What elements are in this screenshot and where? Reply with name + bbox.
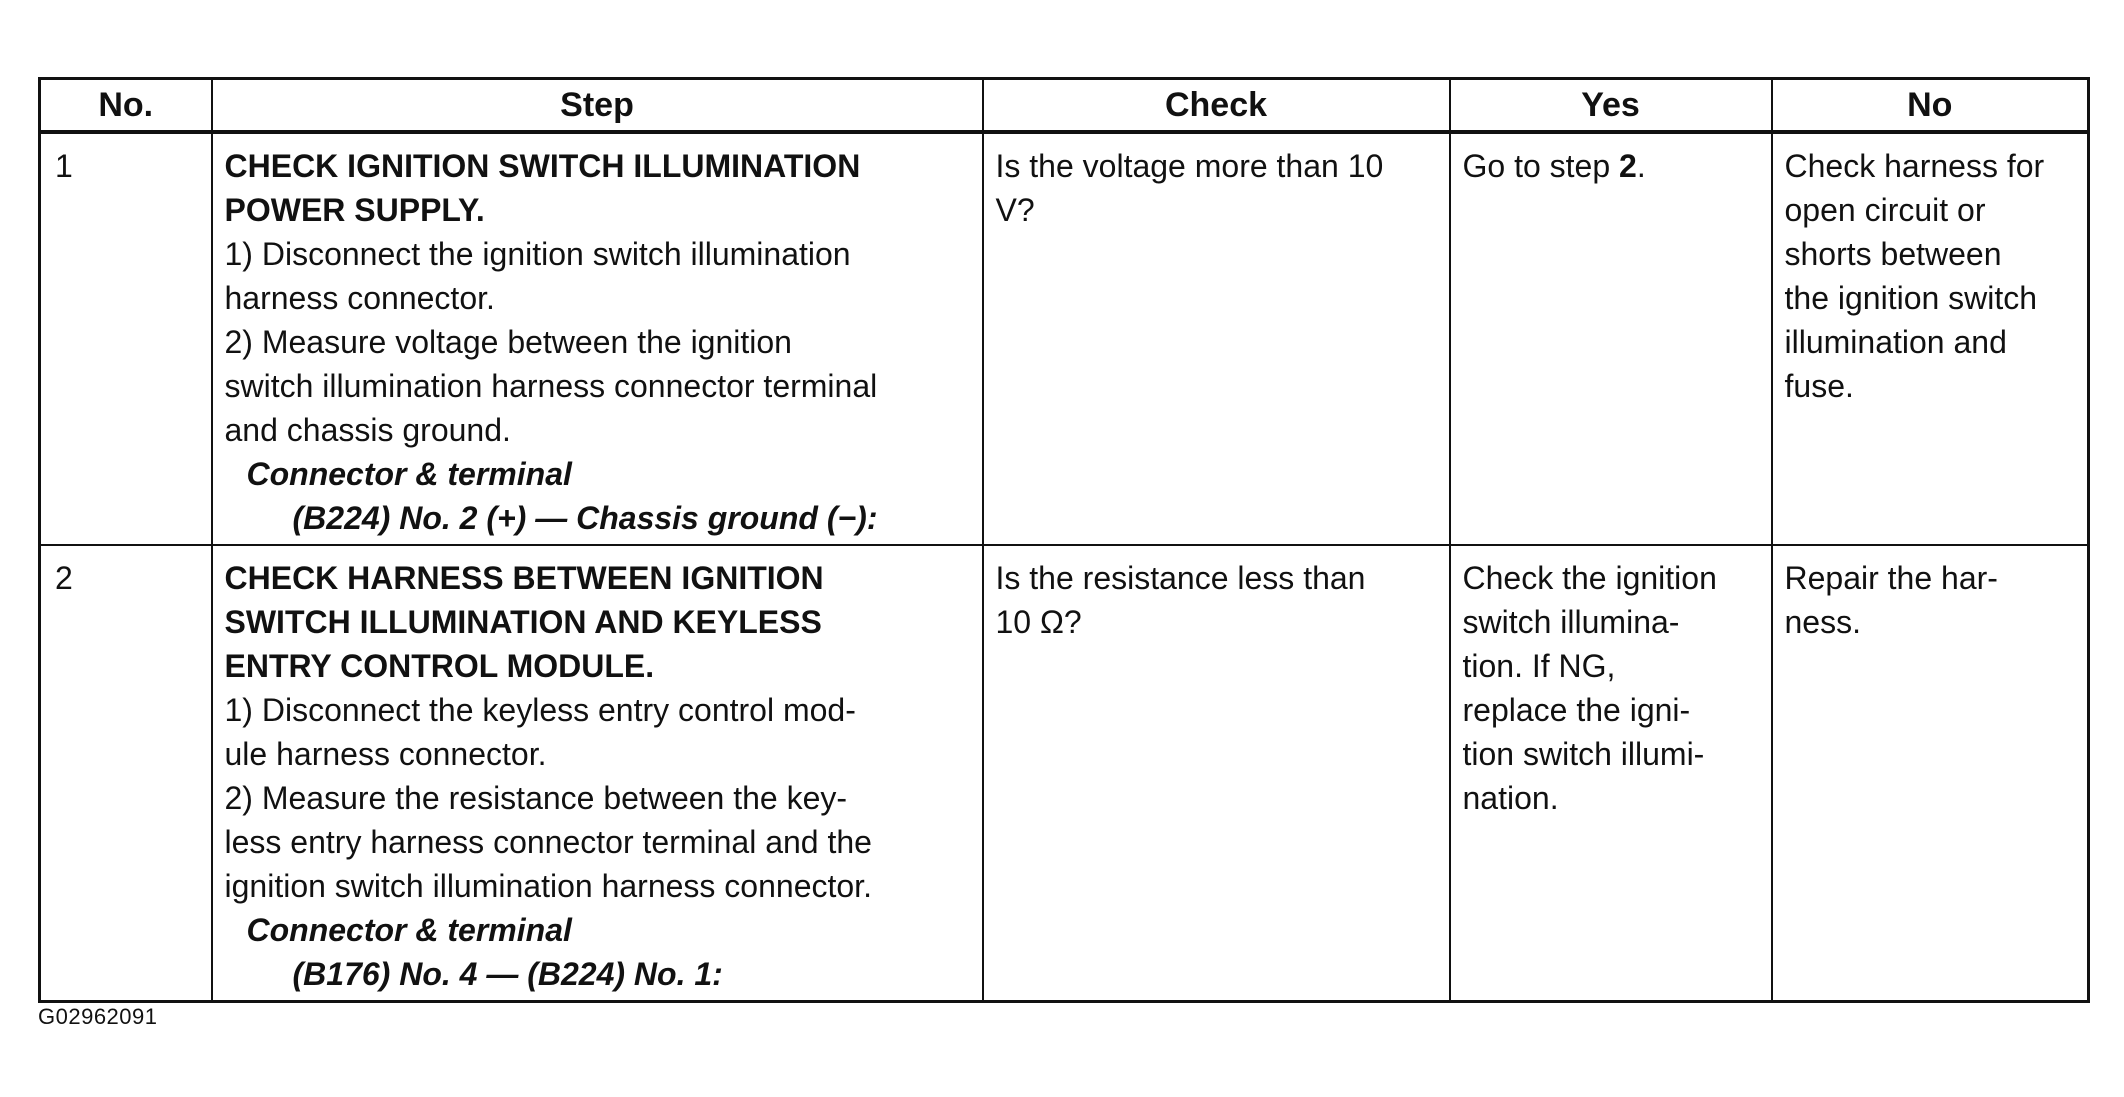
- yes-text: tion switch illumi-: [1462, 736, 1705, 772]
- no-text: illumination and: [1784, 324, 2007, 360]
- header-no-result: No: [1772, 79, 2089, 133]
- header-check: Check: [983, 79, 1450, 133]
- step-instruction: 2) Measure voltage between the ignition: [224, 324, 792, 360]
- step-title: POWER SUPPLY.: [224, 192, 485, 228]
- step-instruction: 1) Disconnect the ignition switch illumination: [224, 236, 851, 272]
- step-instruction: and chassis ground.: [224, 412, 511, 448]
- step-number: 2: [40, 545, 212, 1002]
- diagnostic-table: [38, 77, 2090, 1003]
- yes-text: switch illumina-: [1462, 604, 1680, 640]
- step-instruction: ule harness connector.: [224, 736, 547, 772]
- step-instruction: harness connector.: [224, 280, 495, 316]
- step-cell: [212, 545, 983, 1002]
- table-row: [40, 545, 2089, 1002]
- step-cell: [212, 132, 983, 545]
- header-yes: Yes: [1450, 79, 1772, 133]
- no-text: Check harness for: [1784, 148, 2045, 184]
- yes-cell: [1450, 132, 1772, 545]
- connector-terminal-value: (B224) No. 2 (+) — Chassis ground (−):: [292, 500, 878, 536]
- no-text: shorts between: [1784, 236, 2002, 272]
- check-text: 10 Ω?: [995, 604, 1082, 640]
- step-instruction: 2) Measure the resistance between the key-: [224, 780, 848, 816]
- connector-terminal-value: (B176) No. 4 — (B224) No. 1:: [292, 956, 723, 992]
- no-text: ness.: [1784, 604, 1861, 640]
- header-step: Step: [212, 79, 983, 133]
- step-title: ENTRY CONTROL MODULE.: [224, 648, 655, 684]
- table-header-row: [40, 79, 2089, 133]
- check-cell: [983, 132, 1450, 545]
- yes-text: Check the ignition: [1462, 560, 1717, 596]
- step-number: 1: [40, 132, 212, 545]
- no-text: Repair the har-: [1784, 560, 1998, 596]
- yes-step-ref: 2: [1619, 148, 1637, 184]
- check-text: V?: [995, 192, 1035, 228]
- no-text: fuse.: [1784, 368, 1854, 404]
- step-title: SWITCH ILLUMINATION AND KEYLESS: [224, 604, 822, 640]
- step-title: CHECK IGNITION SWITCH ILLUMINATION: [224, 148, 861, 184]
- table-row: [40, 132, 2089, 545]
- yes-text-end: .: [1636, 148, 1646, 184]
- check-cell: [983, 545, 1450, 1002]
- yes-text: tion. If NG,: [1462, 648, 1616, 684]
- yes-cell: [1450, 545, 1772, 1002]
- step-title: CHECK HARNESS BETWEEN IGNITION: [224, 560, 824, 596]
- figure-id: G02962091: [38, 1004, 158, 1029]
- no-cell: [1772, 132, 2089, 545]
- no-text: open circuit or: [1784, 192, 1986, 228]
- connector-terminal-label: Connector & terminal: [246, 456, 572, 492]
- yes-text: replace the igni-: [1462, 692, 1691, 728]
- step-instruction: ignition switch illumination harness connector.: [224, 868, 872, 904]
- check-text: Is the voltage more than 10: [995, 148, 1384, 184]
- connector-terminal-label: Connector & terminal: [246, 912, 572, 948]
- yes-text: nation.: [1462, 780, 1559, 816]
- yes-text: Go to step: [1462, 148, 1620, 184]
- step-instruction: 1) Disconnect the keyless entry control mod-: [224, 692, 856, 728]
- header-no: No.: [40, 79, 212, 133]
- check-text: Is the resistance less than: [995, 560, 1366, 596]
- step-instruction: switch illumination harness connector terminal: [224, 368, 878, 404]
- no-text: the ignition switch: [1784, 280, 2038, 316]
- step-instruction: less entry harness connector terminal and the: [224, 824, 872, 860]
- no-cell: [1772, 545, 2089, 1002]
